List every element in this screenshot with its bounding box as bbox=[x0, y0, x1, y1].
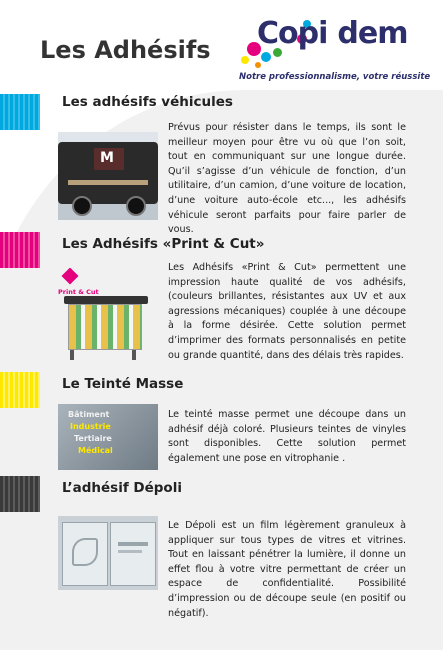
logo bbox=[239, 10, 431, 90]
section-teinte-masse bbox=[0, 372, 443, 482]
logo-tagline: Notre professionnalisme, votre réussite bbox=[239, 72, 431, 82]
magenta-bar bbox=[0, 232, 40, 268]
window-word: Médical bbox=[78, 446, 113, 455]
window-photo bbox=[58, 404, 158, 470]
section-print-cut bbox=[0, 232, 443, 372]
section-title: L’adhésif Dépoli bbox=[62, 480, 182, 496]
page-title: Les Adhésifs bbox=[40, 36, 211, 64]
section-text: Le Dépoli est un film légèrement granuleux à appliquer sur tous types de vitres et vitrines. Tout en laissant pénétrer la lumière, il donne un effet flou à votre vitre permettant de créer un espace de confidentialité. Possibilité d’impression ou de découpe seule (en positif ou négatif). bbox=[168, 520, 406, 619]
section-title: Les Adhésifs «Print & Cut» bbox=[62, 236, 265, 252]
window-word: Industrie bbox=[70, 422, 111, 431]
vehicle-photo: M bbox=[58, 132, 158, 220]
frosted-window-photo bbox=[58, 516, 158, 590]
section-title: Le Teinté Masse bbox=[62, 376, 184, 392]
section-text: Les Adhésifs «Print & Cut» permettent une impression haute qualité de vos adhésifs, (couleurs brillantes, résistantes aux UV et aux agressions mécaniques) couplée à une découpe à la forme désirée. Cette solution permet d’imprimer des formats personnalisés en petite ou grande quantité, dans des délais très rapides. bbox=[168, 262, 406, 361]
black-bar bbox=[0, 476, 40, 512]
yellow-bar bbox=[0, 372, 40, 408]
section-text: Prévus pour résister dans le temps, ils sont le meilleur moyen pour être vu où que l’on soit, tout en communiquant sur une longue durée. Qu’il s’agisse d’un véhicule de fonction, d’un utilitaire, d’un camion, d’une voiture de location, d’une voiture auto-école etc..., les adhésifs véhicule seront parfaits pour faire parler de vous. bbox=[168, 122, 406, 236]
section-depoli bbox=[0, 476, 443, 619]
print-cut-badge: Print & Cut bbox=[58, 288, 99, 296]
cyan-bar bbox=[0, 94, 40, 130]
section-title: Les adhésifs véhicules bbox=[62, 94, 233, 110]
printer-photo bbox=[58, 268, 158, 362]
section-text: Le teinté masse permet une découpe dans un adhésif déjà coloré. Plusieurs teintes de vinyles sont disponibles. Cette solution permet également une pose en vitrophanie . bbox=[168, 409, 406, 464]
window-word: Bâtiment bbox=[68, 410, 110, 419]
section-vehicle bbox=[0, 90, 443, 236]
logo-brand: Copi dem bbox=[257, 16, 408, 51]
window-word: Tertiaire bbox=[74, 434, 112, 443]
